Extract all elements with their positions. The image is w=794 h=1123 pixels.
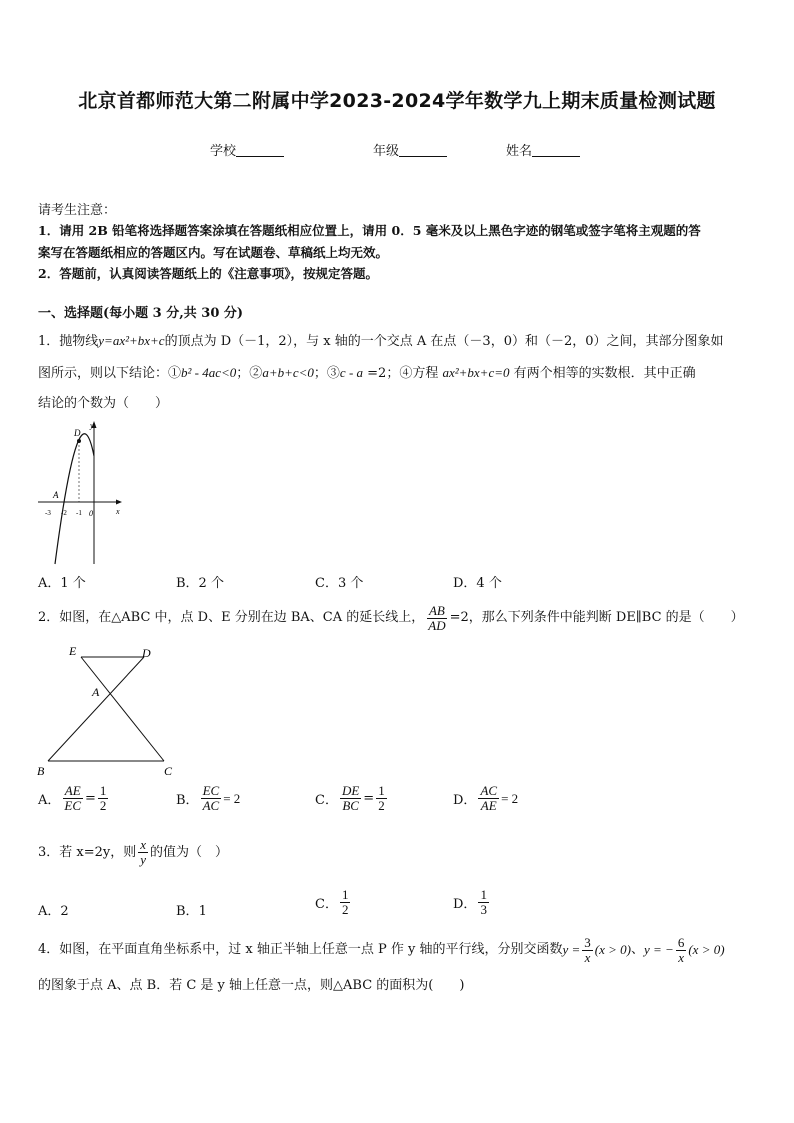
q1-text: 有两个相等的实数根．其中正确 <box>509 366 696 381</box>
q2-line <box>38 598 744 638</box>
q1-line-3: 结论的个数为（ ） <box>38 396 169 411</box>
name-field[interactable] <box>506 140 580 159</box>
function-2-lhs: y = − <box>644 942 674 957</box>
fraction-denominator: EC <box>64 798 82 813</box>
vertex-label-a: A <box>92 685 100 699</box>
q1-text: 的顶点为 D（－1，2），与 x 轴的一个交点 A 在点（－3，0）和（－2，0）之间，其部分图象如 <box>164 334 724 349</box>
q2-option-b[interactable] <box>176 784 240 813</box>
fraction-numerator: x <box>140 837 147 852</box>
fraction-denominator: AC <box>202 798 220 813</box>
q1-conclusion-1: b² - 4ac<0 <box>181 365 237 380</box>
q3-text: 的值为（ ） <box>150 844 229 860</box>
option-equals: = <box>363 791 375 806</box>
option-fraction <box>201 784 222 813</box>
fraction-numerator: 1 <box>341 887 349 902</box>
q4-line-2: 的图象于点 A、点 B．若 C 是 y 轴上任意一点，则△ABC 的面积为( ) <box>38 978 465 993</box>
q4-line-1 <box>38 930 725 970</box>
option-letter: C． <box>315 793 338 808</box>
option-equals: = 2 <box>501 790 519 806</box>
fraction-numerator: 1 <box>378 783 385 798</box>
fraction-denominator: BC <box>342 798 359 813</box>
fraction-denominator: x <box>678 949 684 965</box>
notice-heading: 请考生注意： <box>38 203 117 218</box>
q4-text: 4．如图，在平面直角坐标系中，过 x 轴正半轴上任意一点 P 作 y 轴的平行线，分别交函数 <box>38 942 563 957</box>
fraction-numerator: 3 <box>584 934 591 950</box>
q3-option-b[interactable] <box>176 900 207 919</box>
option-fraction <box>62 784 83 813</box>
point-label-a: A <box>53 490 59 500</box>
fraction-denominator: y <box>140 852 147 867</box>
point-label-d: D <box>74 428 81 438</box>
q3-option-a[interactable] <box>38 900 69 919</box>
option-letter: B． <box>176 793 199 808</box>
option-fraction <box>376 784 387 813</box>
vertex-label-c: C <box>164 764 173 778</box>
q3-option-d[interactable] <box>453 888 491 917</box>
option-letter: D． <box>453 897 477 912</box>
fraction-numerator: AB <box>428 602 445 618</box>
vertex-label-e: E <box>69 644 77 658</box>
q1-text: ；③ <box>313 366 340 381</box>
option-letter: B． <box>176 904 199 919</box>
q1-text: ；② <box>236 366 263 381</box>
fraction-numerator: DE <box>341 783 360 798</box>
tick-label: 0 <box>89 509 93 518</box>
option-fraction <box>478 888 489 917</box>
q1-line-2 <box>38 362 696 385</box>
segment-ec <box>81 657 164 761</box>
fraction-denominator: AE <box>480 798 497 813</box>
q1-equation: y=ax²+bx+c <box>98 333 165 348</box>
notice-line-1b: 案写在答题纸相应的答题区内。写在试题卷、草稿纸上均无效。 <box>38 245 389 260</box>
fraction-denominator: 2 <box>341 902 349 917</box>
school-field[interactable] <box>210 140 284 159</box>
q1-conclusion-4: ax²+bx+c=0 <box>442 365 510 380</box>
function-1-domain: (x > 0) <box>594 942 631 957</box>
name-blank[interactable] <box>532 144 580 157</box>
function-2-domain: (x > 0) <box>688 942 725 957</box>
name-label: 姓名 <box>506 144 533 159</box>
tick-label: -3 <box>45 509 51 517</box>
page-title: 北京首都师范大第二附属中学2023-2024学年数学九上期末质量检测试题 <box>78 90 716 112</box>
q1-option-c[interactable]: C．3 个 <box>315 576 364 591</box>
option-fraction <box>478 784 499 813</box>
segment-db <box>48 657 144 761</box>
function-2-fraction <box>676 936 687 965</box>
option-value: 1 <box>198 904 207 919</box>
q1-conclusion-2: a+b+c<0 <box>262 365 314 380</box>
fraction-denominator: 2 <box>99 798 107 813</box>
function-1-lhs: y = <box>562 942 581 957</box>
grade-blank[interactable] <box>399 144 447 157</box>
grade-label: 年级 <box>373 144 400 159</box>
q3-option-c[interactable] <box>315 888 352 917</box>
fraction-numerator: EC <box>202 783 220 798</box>
fraction-numerator: 6 <box>677 934 685 950</box>
school-blank[interactable] <box>236 144 284 157</box>
q3-text: 3．若 x=2y，则 <box>38 844 137 860</box>
option-equals: = <box>85 791 96 806</box>
vertex-label-b: B <box>37 764 45 778</box>
q2-option-d[interactable] <box>453 784 518 813</box>
option-letter: A． <box>38 904 61 919</box>
option-fraction <box>98 784 109 813</box>
q2-text: =2，那么下列条件中能判断 DE∥BC 的是（ ） <box>449 610 744 625</box>
q2-option-c[interactable] <box>315 784 389 813</box>
grade-field[interactable] <box>373 140 447 159</box>
fraction-numerator: 1 <box>99 783 107 798</box>
x-axis-arrow-icon <box>116 500 122 505</box>
parabola-curve <box>55 434 94 564</box>
fraction-denominator: 3 <box>480 902 487 917</box>
tick-label: -1 <box>76 509 82 517</box>
option-value: 2 <box>60 904 69 919</box>
tick-label: -2 <box>61 509 67 517</box>
option-fraction <box>340 888 351 917</box>
q2-option-a[interactable] <box>38 784 110 813</box>
option-letter: A． <box>38 793 61 808</box>
q2-text: 2．如图，在△ABC 中，点 D、E 分别在边 BA、CA 的延长线上， <box>38 610 425 625</box>
function-1-fraction <box>582 936 593 965</box>
q2-fraction <box>426 604 447 633</box>
q1-line-1 <box>38 330 724 353</box>
q1-text: =2；④方程 <box>363 366 443 381</box>
fraction-numerator: 1 <box>480 887 487 902</box>
q1-option-d[interactable]: D．4 个 <box>453 576 502 591</box>
notice-line-2: 2．答题前，认真阅读答题纸上的《注意事项》，按规定答题。 <box>38 266 378 281</box>
y-axis-label: y <box>90 421 94 430</box>
q4-separator: 、 <box>631 942 645 957</box>
notice-line-1a: 1．请用 2B 铅笔将选择题答案涂填在答题纸相应位置上，请用 0．5 毫米及以上黑色字迹的钢笔或签字笔将主观题的答 <box>38 223 701 238</box>
option-letter: D． <box>453 793 477 808</box>
q1-option-b[interactable]: B．2 个 <box>176 576 224 591</box>
q1-option-a[interactable]: A．1 个 <box>38 576 86 591</box>
q2-triangle-figure <box>36 642 182 780</box>
fraction-numerator: AE <box>64 783 81 798</box>
vertex-label-d: D <box>142 646 151 660</box>
option-letter: C． <box>315 897 338 912</box>
school-label: 学校 <box>210 144 237 159</box>
option-fraction <box>340 784 361 813</box>
q3-fraction <box>138 838 148 867</box>
q1-text: 1．抛物线 <box>38 334 99 349</box>
fraction-numerator: AC <box>480 783 498 798</box>
q3-line <box>38 838 228 867</box>
option-equals: = 2 <box>223 790 241 806</box>
x-axis-label: x <box>116 507 120 516</box>
q1-conclusion-3: c - a <box>339 365 364 380</box>
q1-text: 图所示，则以下结论：① <box>38 366 182 381</box>
q1-parabola-graph <box>36 418 128 566</box>
fraction-denominator: x <box>584 949 591 965</box>
fraction-denominator: 2 <box>378 798 385 813</box>
section-heading: 一、选择题(每小题 3 分,共 30 分) <box>38 306 244 321</box>
fraction-denominator: AD <box>428 617 446 633</box>
